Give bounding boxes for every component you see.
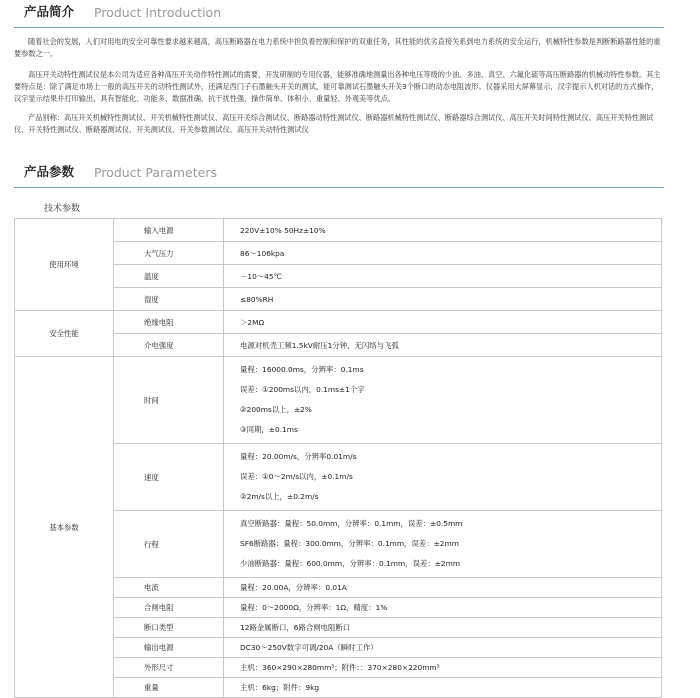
param-value: －10～45℃ (224, 265, 662, 288)
param-value: 主机：360×290×280mm³；附件：：370×280×220mm³ (224, 658, 662, 678)
param-name: 大气压力 (114, 242, 224, 265)
value-line: 误差：①200ms以内，0.1ms±1个字 (240, 385, 365, 394)
value-line: SF6断路器：量程：300.0mm，分辨率：0.1mm，误差：±2mm (240, 539, 459, 548)
param-value (224, 511, 662, 578)
param-value (224, 357, 662, 444)
value-line: 误差：①0～2m/s以内，±0.1m/s (240, 472, 353, 481)
param-name: 温度 (114, 265, 224, 288)
table-row (15, 219, 662, 242)
param-name: 电流 (114, 578, 224, 598)
param-value: 12路金属断口，6路合闸电阻断口 (224, 618, 662, 638)
intro-paragraph-1: 随着社会的发展，人们对用电的安全可靠性要求越来越高，高压断路器在电力系统中担负着控制和保护的双重任务，其性能的优劣直接关系到电力系统的安全运行，机械特性参数是判断断路器性能的重要参数之一。 (14, 37, 661, 58)
intro-paragraph-aliases: 产品别称：高压开关机械特性测试仪、开关机械特性测试仪、高压开关综合测试仪、断路器动特性测试仪、断路器机械特性测试仪、断路器综合测试仪、高压开关时间特性测试仪、高压开关特性测试仪、开关特性测试仪、断路器测试仪、开关测试仪、开关参数测试仪、高压开关动特性测试仪 (14, 113, 654, 134)
table-row (15, 311, 662, 334)
param-value: 电源对机壳工频1.5kV耐压1分钟，无闪络与飞弧 (224, 334, 662, 357)
value-line: ②2m/s以上，±0.2m/s (240, 492, 319, 501)
param-value: DC30～250V数字可调/20A（瞬时工作） (224, 638, 662, 658)
params-title-en: Product Parameters (94, 165, 217, 180)
param-name: 重量 (114, 678, 224, 698)
value-line: ③同期，±0.1ms (240, 425, 298, 434)
spec-subtitle: 技术参数 (44, 204, 81, 214)
param-name: 合闸电阻 (114, 598, 224, 618)
param-name: 速度 (114, 444, 224, 511)
param-value: 量程：0～2000Ω，分辨率：1Ω，精度：1% (224, 598, 662, 618)
intro-section-header (14, 0, 664, 28)
param-name: 断口类型 (114, 618, 224, 638)
intro-paragraph-2: 高压开关动特性测试仪是本公司为适应各种高压开关动作特性测试的需要，开发研制的专用仪器，能够准确地测量出各种电压等级的少油、多油、真空、六氟化硫等高压断路器的机械动特性参数。其主要特点是：除了满足市场上一般的高压开关的动特性测试外，还满足西门子石墨触头开关的测试，能可靠测试石墨触头开关3个断口的动态电阻波形。仪器采用大屏幕显示，汉字提示人机对话的方式操作，汉字显示结果并打印输出，具有智能化、功能多、数据准确、抗干扰性强、操作简单、体积小、重量轻、外观美等优点。 (14, 70, 661, 103)
category-basic: 基本参数 (15, 357, 114, 698)
param-value: 86～106kpa (224, 242, 662, 265)
value-line: 少油断路器：量程：600.0mm，分辨率：0.1mm，误差：±2mm (240, 559, 461, 568)
param-name: 行程 (114, 511, 224, 578)
param-name: 输入电源 (114, 219, 224, 242)
value-line: 量程：20.00m/s，分辨率0.01m/s (240, 452, 357, 461)
value-line: 真空断路器：量程：50.0mm，分辨率：0.1mm，误差：±0.5mm (240, 519, 463, 528)
param-name: 介电强度 (114, 334, 224, 357)
intro-title-en: Product Introduction (94, 5, 222, 20)
param-value: ＞2MΩ (224, 311, 662, 334)
intro-title-cn: 产品简介 (24, 4, 75, 19)
param-name: 湿度 (114, 288, 224, 311)
param-name: 绝缘电阻 (114, 311, 224, 334)
param-name: 时间 (114, 357, 224, 444)
params-title-cn: 产品参数 (24, 164, 75, 179)
param-name: 输出电源 (114, 638, 224, 658)
value-line: ②200ms以上，±2% (240, 405, 312, 414)
param-value: 220V±10% 50Hz±10% (224, 219, 662, 242)
param-value (224, 444, 662, 511)
param-value: 主机：6kg；附件：9kg (224, 678, 662, 698)
param-name: 外形尺寸 (114, 658, 224, 678)
value-line: 量程：16000.0ms，分辨率：0.1ms (240, 365, 364, 374)
spec-table (14, 218, 662, 698)
category-safety: 安全性能 (15, 311, 114, 357)
param-value: ≤80%RH (224, 288, 662, 311)
params-section-header (14, 158, 664, 188)
table-row (15, 357, 662, 444)
param-value: 量程：20.00A，分辨率：0.01A (224, 578, 662, 598)
category-environment: 使用环境 (15, 219, 114, 311)
